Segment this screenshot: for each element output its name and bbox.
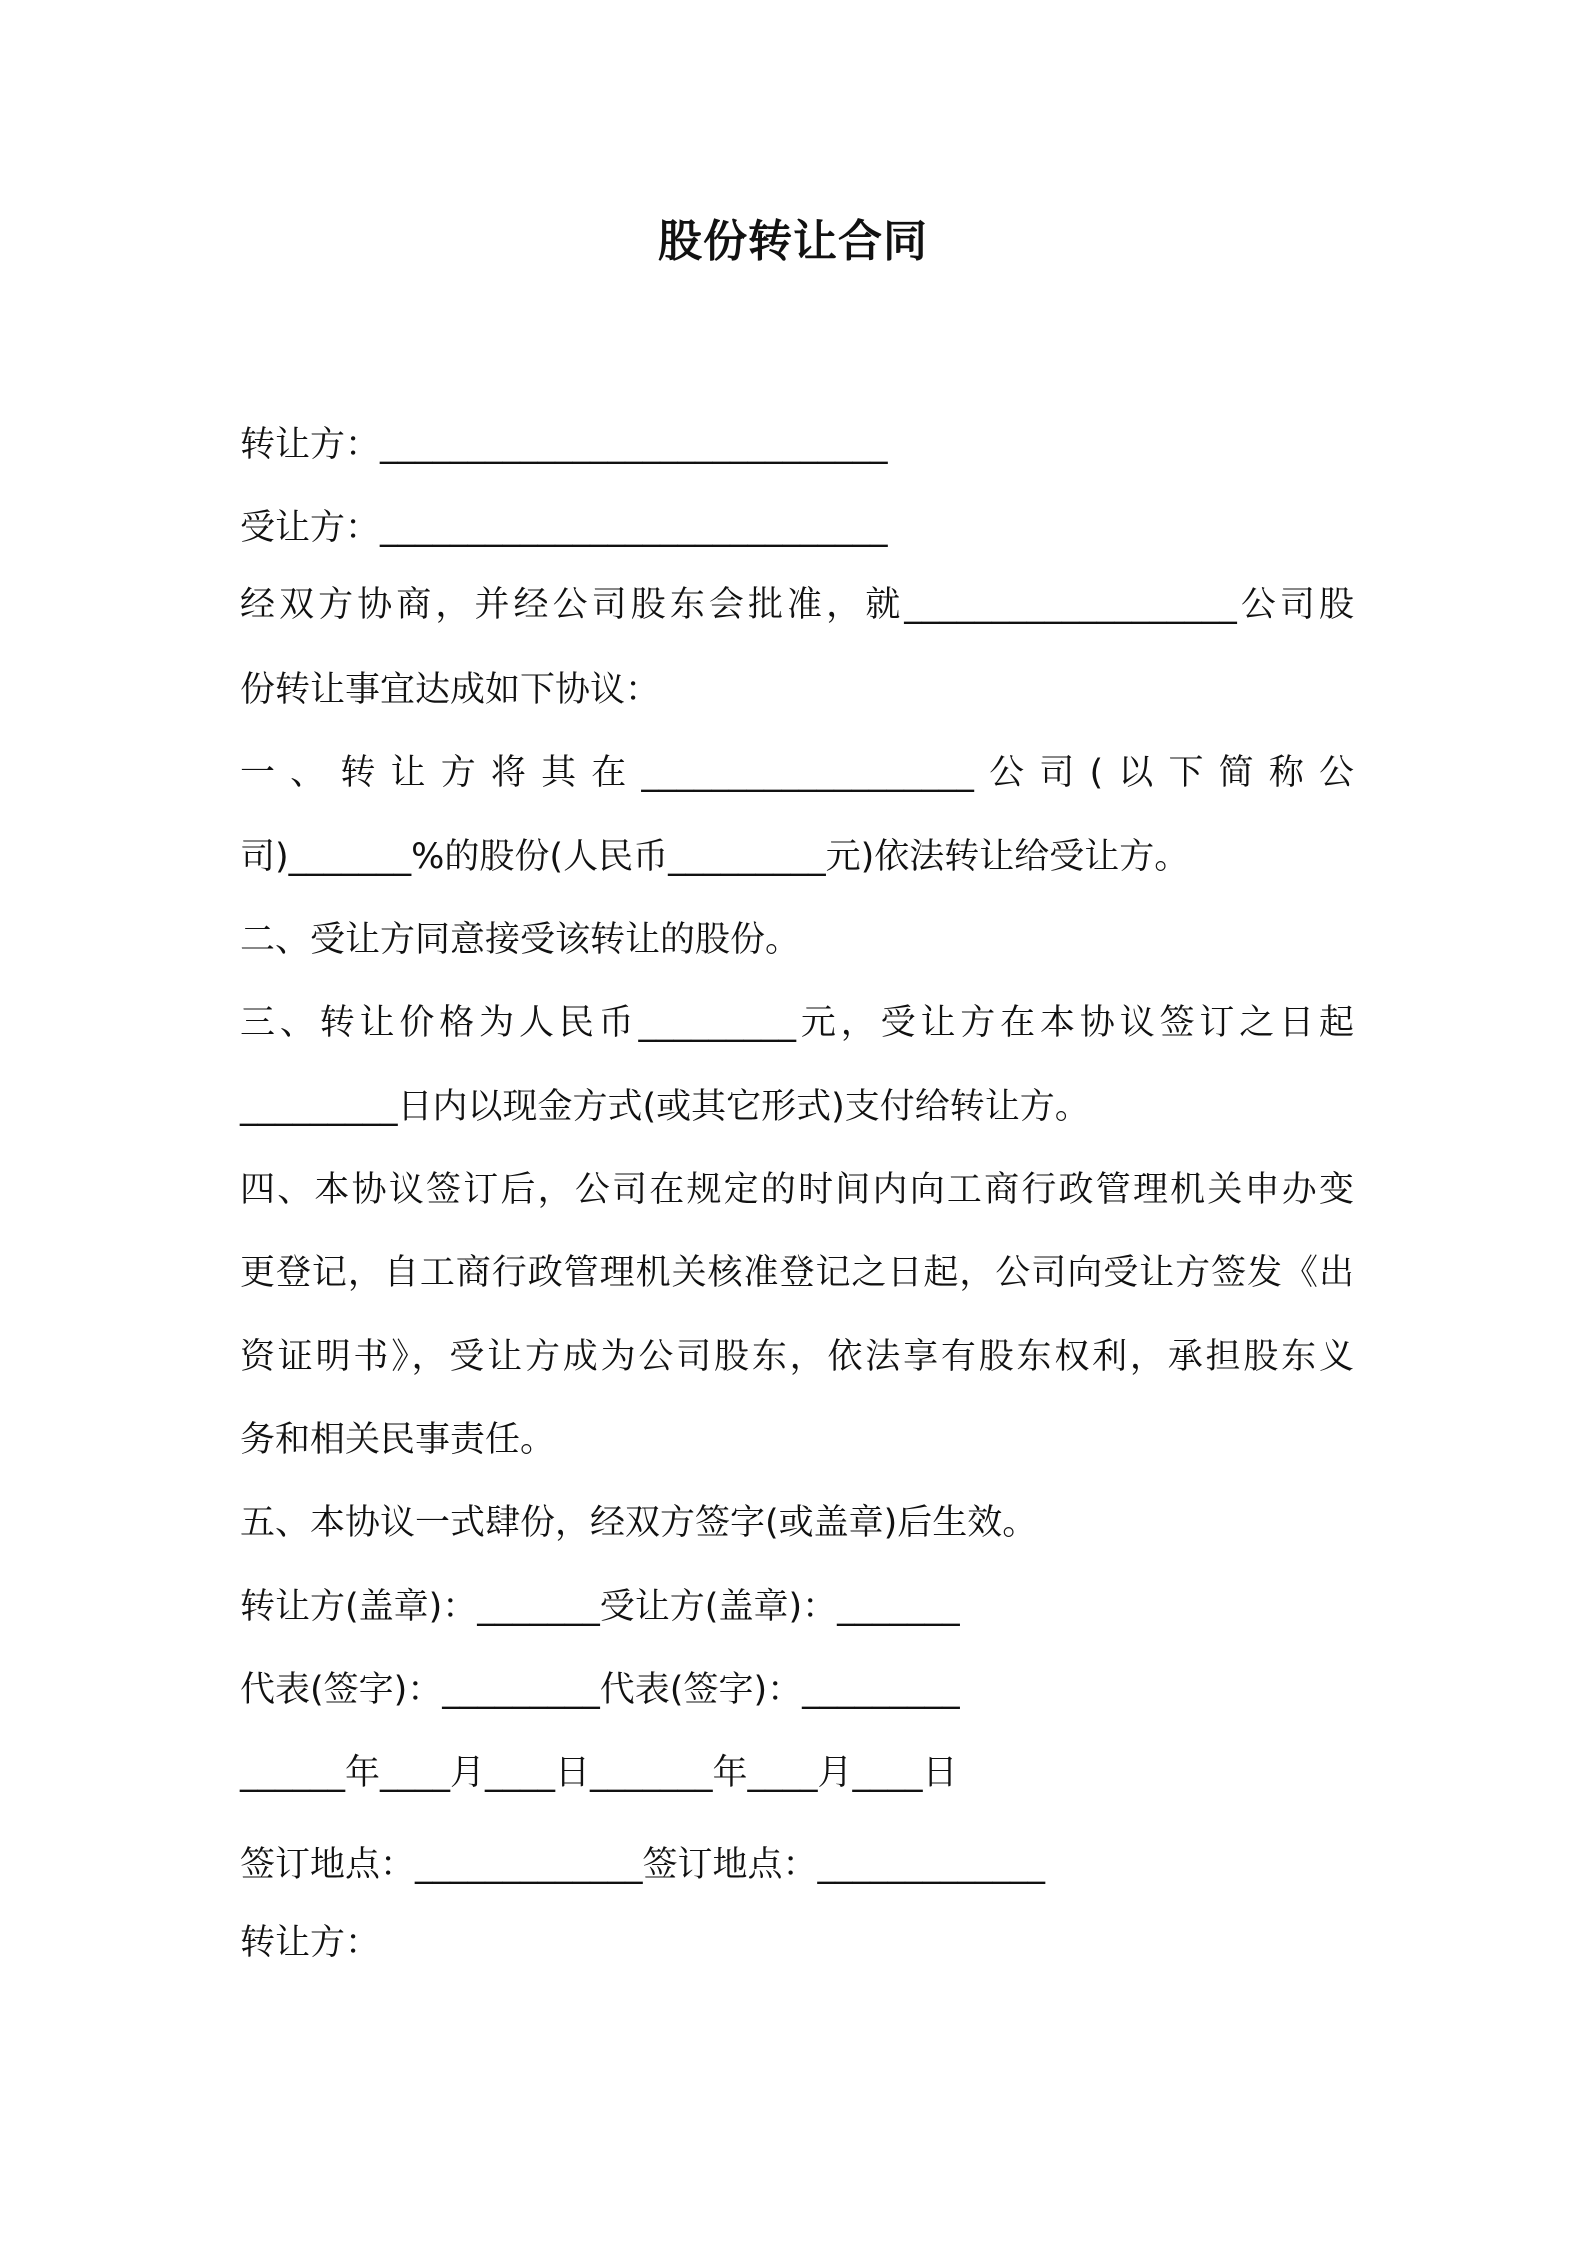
date-line: ______年____月____日_______年____月____日 — [240, 1753, 958, 1793]
preamble-line-2: 份转让事宜达成如下协议： — [240, 670, 661, 710]
clause-4-line-4: 务和相关民事责任。 — [240, 1420, 556, 1460]
clause-5-line: 五、本协议一式肆份，经双方签字(或盖章)后生效。 — [240, 1503, 1038, 1543]
clause-4-line-1: 四、本协议签订后，公司在规定的时间内向工商行政管理机关申办变 — [240, 1170, 1354, 1210]
clause-1-line-1: 一、转让方将其在___________________公司(以下简称公 — [240, 753, 1354, 793]
document-title: 股份转让合同 — [658, 216, 928, 267]
transferor-line: 转让方：_____________________________ — [240, 425, 888, 465]
representative-line: 代表(签字)：_________代表(签字)：_________ — [240, 1670, 960, 1710]
clause-3-line-1: 三、转让价格为人民币_________元，受让方在本协议签订之日起 — [240, 1003, 1354, 1043]
clause-2-line: 二、受让方同意接受该转让的股份。 — [240, 920, 801, 960]
transferee-line: 受让方：_____________________________ — [240, 508, 888, 548]
transferor-footer-line: 转让方： — [240, 1923, 381, 1963]
clause-4-line-2: 更登记，自工商行政管理机关核准登记之日起，公司向受让方签发《出 — [240, 1253, 1354, 1293]
clause-1-line-2: 司)_______%的股份(人民币_________元)依法转让给受让方。 — [240, 837, 1190, 877]
clause-4-line-3: 资证明书》，受让方成为公司股东，依法享有股东权利，承担股东义 — [240, 1337, 1354, 1377]
signing-place-line: 签订地点：_____________签订地点：_____________ — [240, 1845, 1046, 1885]
preamble-line-1: 经双方协商，并经公司股东会批准，就___________________公司股 — [240, 585, 1354, 625]
clause-3-line-2: _________日内以现金方式(或其它形式)支付给转让方。 — [240, 1087, 1090, 1127]
seal-line: 转让方(盖章)：_______受让方(盖章)：_______ — [240, 1587, 960, 1627]
